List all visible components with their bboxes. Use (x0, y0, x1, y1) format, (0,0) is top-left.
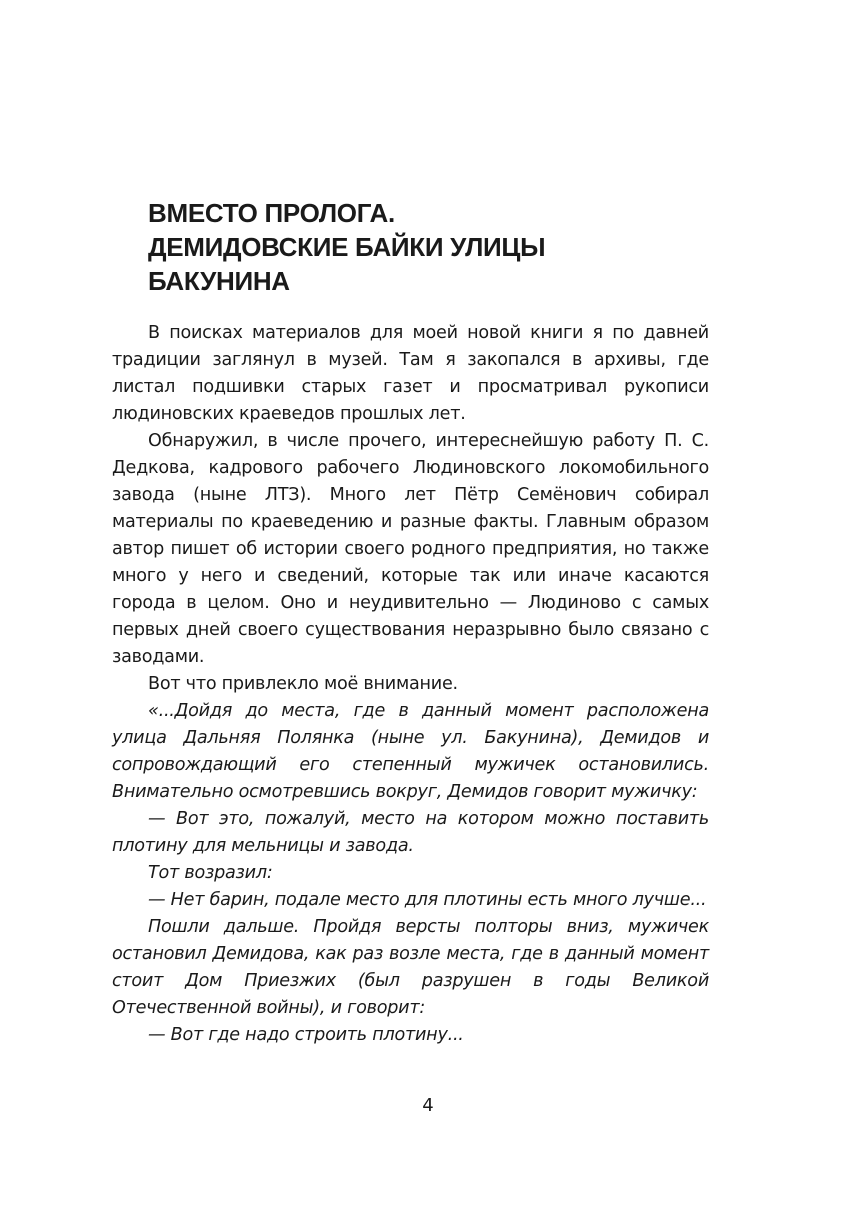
chapter-title (148, 196, 748, 298)
quote-dialogue: — Вот где надо строить плотину... (148, 1025, 464, 1045)
quote-paragraph: Пошли дальше. Пройдя версты полторы вниз, мужичек остановил Демидова, как раз возле места, где в данный момент стоит Дом Приезжих (был разрушен в годы Великой Отечественной войны), и говорит: (112, 917, 709, 1018)
chapter-title-line: ДЕМИДОВСКИЕ БАЙКИ УЛИЦЫ (148, 232, 546, 262)
chapter-title-line: ВМЕСТО ПРОЛОГА. (148, 198, 395, 228)
quote-paragraph: Тот возразил: (148, 863, 273, 883)
quote-dialogue: — Нет барин, подале место для плотины есть много лучше... (148, 890, 707, 910)
quote-paragraph: «...Дойдя до места, где в данный момент расположена улица Дальняя Полянка (ныне ул. Бакунина), Демидов и сопровождающий его степенный мужичек остановились. Внимательно осмотревшись вокруг, Демидов говорит мужичку: (112, 701, 709, 802)
paragraph: В поисках материалов для моей новой книги я по давней традиции заглянул в музей. Там я закопался в архивы, где листал подшивки старых газет и просматривал рукописи людиновских краеведов прошлых лет. (112, 323, 709, 424)
paragraph: Вот что привлекло моё внимание. (148, 674, 458, 694)
paragraph: Обнаружил, в числе прочего, интереснейшую работу П. С. Дедкова, кадрового рабочего Людиновского локомобильного завода (ныне ЛТЗ). Много лет Пётр Семёнович собирал материалы по краеведению и разные факты. Главным образом автор пишет об истории своего родного предприятия, но также много у него и сведений, которые так или иначе касаются города в целом. Оно и неудивительно — Людиново с самых первых дней своего существования неразрывно было связано с заводами. (112, 431, 709, 667)
page-number: 4 (422, 1095, 434, 1116)
chapter-body (112, 320, 709, 1049)
quote-dialogue: — Вот это, пожалуй, место на котором можно поставить плотину для мельницы и завода. (112, 809, 709, 856)
chapter-title-line: БАКУНИНА (148, 266, 290, 296)
